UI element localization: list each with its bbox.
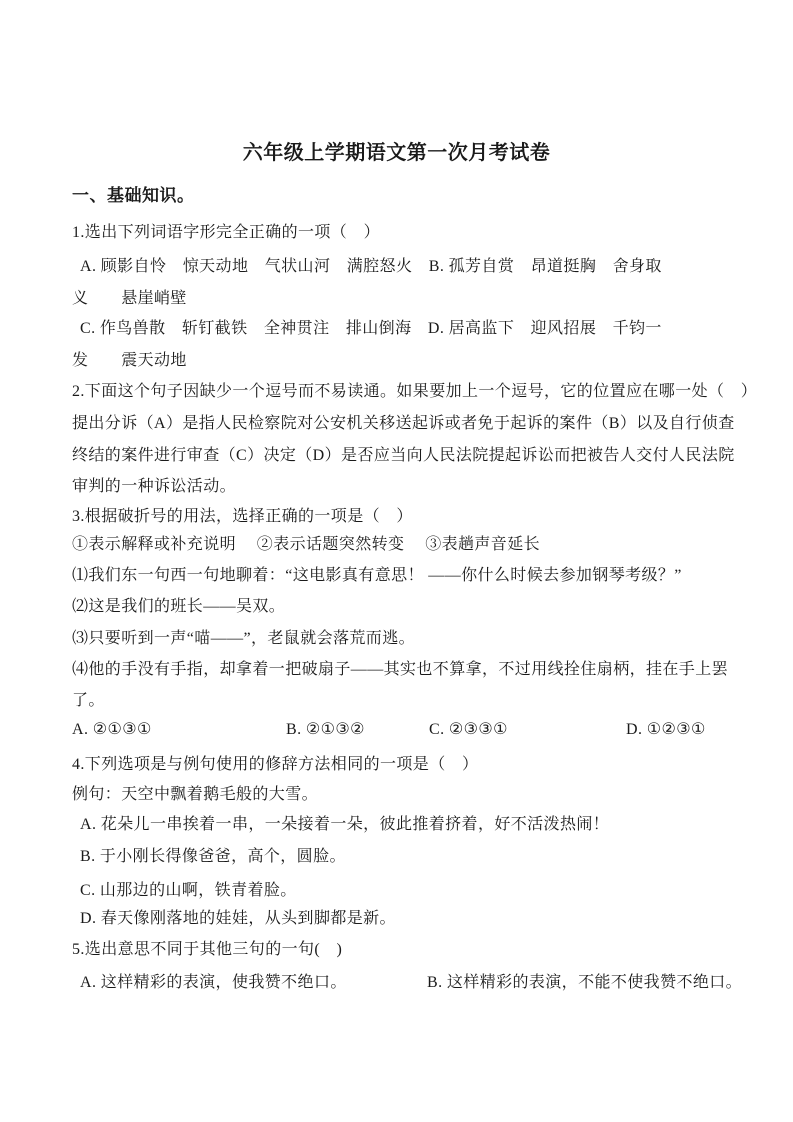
- q4-option-a: A. 花朵儿一串挨着一串，一朵接着一朵，彼此推着挤着，好不活泼热闹！: [80, 816, 610, 833]
- q3-item-3: ⑶只要听到一声“喵——”，老鼠就会落荒而逃。: [72, 630, 416, 647]
- section-heading: 一、基础知识。: [72, 186, 195, 205]
- q4-example: 例句：天空中飘着鹅毛般的大雪。: [72, 786, 319, 803]
- q3-option-a: A. ②①③①: [72, 721, 152, 738]
- q2-stem: 2.下面这个句子因缺少一个逗号而不易读通。如果要加上一个逗号，它的位置应在哪一处（ ）: [72, 383, 758, 400]
- q2-line: 提出分诉（A）是指人民检察院对公安机关移送起诉或者免于起诉的案件（B）以及自行侦查: [72, 415, 735, 432]
- q4-option-d: D. 春天像刚落地的娃娃，从头到脚都是新。: [80, 910, 396, 927]
- q1-option-line-a-cont: 义 悬崖峭壁: [72, 290, 187, 307]
- q3-option-d: D. ①②③①: [626, 721, 706, 738]
- q3-option-b: B. ②①③②: [286, 721, 365, 738]
- q1-option-line-a: A. 顾影自怜 惊天动地 气状山河 满腔怒火 B. 孤芳自赏 昂道挺胸 舍身取: [80, 258, 662, 275]
- q4-stem: 4.下列选项是与例句使用的修辞方法相同的一项是（ ）: [72, 756, 479, 773]
- q1-stem: 1.选出下列词语字形完全正确的一项（ ）: [72, 224, 381, 241]
- q5-option-a: A. 这样精彩的表演，使我赞不绝口。: [80, 974, 347, 991]
- q3-option-c: C. ②③③①: [429, 721, 508, 738]
- q3-options-row: [72, 719, 732, 739]
- q3-item-1: ⑴我们东一句西一句地聊着：“这电影真有意思！ ——你什么时候去参加钢琴考级？”: [72, 567, 682, 584]
- q4-option-b: B. 于小刚长得像爸爸，高个，圆脸。: [80, 848, 346, 865]
- q5-stem: 5.选出意思不同于其他三句的一句( ): [72, 941, 343, 958]
- q1-option-line-c: C. 作鸟兽散 斩钉截铁 全神贯注 排山倒海 D. 居高监下 迎风招展 千钧一: [80, 320, 662, 337]
- q3-usage-legend: ①表示解释或补充说明 ②表示话题突然转变 ③表趟声音延长: [72, 536, 541, 553]
- q1-option-line-c-cont: 发 震天动地: [72, 352, 187, 369]
- q5-option-b: B. 这样精彩的表演，不能不使我赞不绝口。: [427, 974, 743, 991]
- q5-options-row: [80, 969, 743, 992]
- q3-item-4-cont: 了。: [72, 692, 105, 709]
- q3-item-2: ⑵这是我们的班长——吴双。: [72, 598, 286, 615]
- q4-option-c: C. 山那边的山啊，铁青着脸。: [80, 882, 297, 899]
- q3-item-4: ⑷他的手没有手指，却拿着一把破扇子——其实也不算拿，不过用线拴住扇柄，挂在手上罢: [72, 661, 729, 678]
- q2-line: 终结的案件进行审查（C）决定（D）是否应当向人民法院提起诉讼而把被告人交付人民法院: [72, 447, 735, 464]
- q2-line: 审判的一种诉讼活动。: [72, 478, 237, 495]
- page-title: 六年级上学期语文第一次月考试卷: [242, 142, 551, 164]
- q3-stem: 3.根据破折号的用法，选择正确的一项是（ ）: [72, 508, 413, 525]
